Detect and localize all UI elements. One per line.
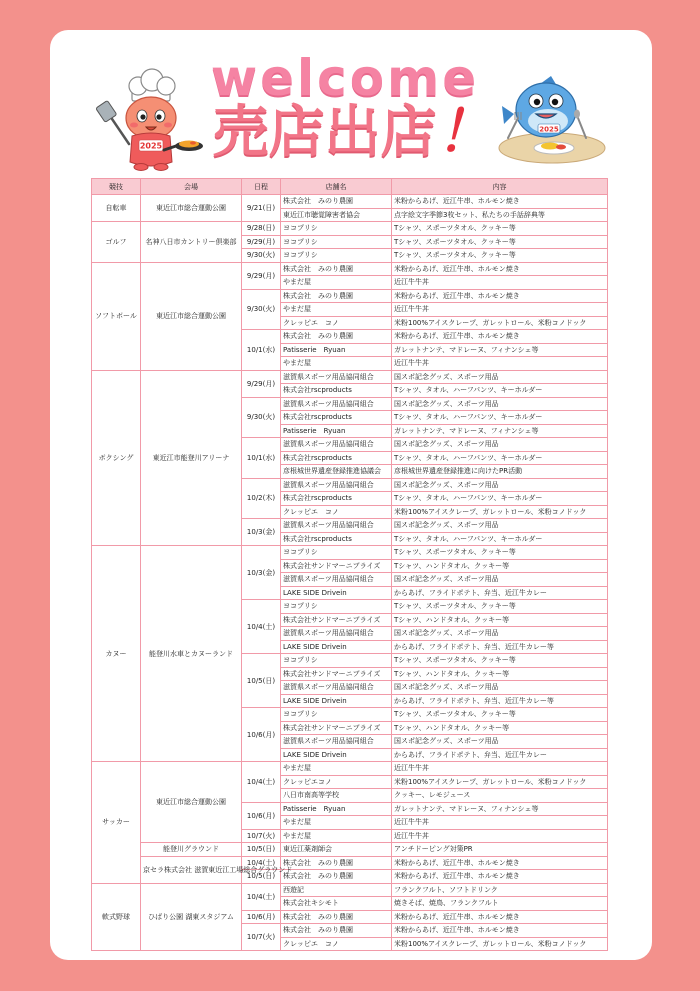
shop-name-cell: 株式会社rscproducts (281, 384, 392, 398)
shop-name-cell: Patisserie Ryuan (281, 343, 392, 357)
header-date: 日程 (242, 179, 281, 195)
shop-name-cell: 滋賀県スポーツ用品協同組合 (281, 370, 392, 384)
table-header-row (92, 179, 608, 195)
shop-name-cell: クレッピエ コノ (281, 505, 392, 519)
venue-cell: 東近江市能登川アリーナ (141, 370, 242, 546)
items-cell: クッキー、レモジュース (392, 789, 608, 803)
date-cell: 9/30(火) (242, 289, 281, 330)
shop-name-cell: クレッピエコノ (281, 775, 392, 789)
date-cell: 10/4(土) (242, 856, 281, 870)
date-cell: 9/29(月) (242, 235, 281, 249)
venue-cell: ひばり公園 湖東スタジアム (141, 883, 242, 951)
items-cell: Tシャツ、スポーツタオル、クッキー等 (392, 654, 608, 668)
welcome-heading: welcome (210, 49, 480, 107)
fish-mascot-image (494, 76, 606, 166)
items-cell: 米粉からあげ、近江牛串、ホルモン焼き (392, 195, 608, 209)
items-cell: Tシャツ、スポーツタオル、クッキー等 (392, 235, 608, 249)
items-cell: 米粉100%アイスクレープ、ガレットロール、米粉コノドック (392, 316, 608, 330)
items-cell: ガレットナンテ、マドレーヌ、フィナンシェ等 (392, 424, 608, 438)
sport-cell: 軟式野球 (92, 883, 141, 951)
date-cell: 10/5(日) (242, 870, 281, 884)
date-cell: 10/4(土) (242, 600, 281, 654)
items-cell: Tシャツ、タオル、ハーフパンツ、キーホルダー (392, 532, 608, 546)
date-cell: 10/2(木) (242, 478, 281, 519)
spatula (96, 100, 129, 144)
shop-name-cell: ヨコプリシ (281, 600, 392, 614)
shop-name-cell: 株式会社 みのり農園 (281, 856, 392, 870)
shop-name-cell: 彦根城世界遺産登録推進協議会 (281, 465, 392, 479)
shop-name-cell: 株式会社rscproducts (281, 492, 392, 506)
shop-name-cell: ヨコプリシ (281, 235, 392, 249)
items-cell: 近江牛牛丼 (392, 829, 608, 843)
date-cell: 9/29(月) (242, 262, 281, 289)
chef-hat (129, 69, 175, 101)
items-cell: 米粉からあげ、近江牛串、ホルモン焼き (392, 910, 608, 924)
sport-cell: サッカー (92, 762, 141, 884)
venue-cell: 能登川グラウンド (141, 843, 242, 857)
items-cell: Tシャツ、スポーツタオル、クッキー等 (392, 546, 608, 560)
table-row (92, 762, 608, 776)
shop-name-cell: 滋賀県スポーツ用品協同組合 (281, 438, 392, 452)
table-row (92, 195, 608, 209)
date-cell: 10/3(金) (242, 546, 281, 600)
date-cell: 9/21(日) (242, 195, 281, 222)
page-title-text: 売店出店 (212, 100, 437, 165)
date-cell: 10/4(土) (242, 883, 281, 910)
table-row (92, 883, 608, 897)
shop-name-cell: やまだ屋 (281, 357, 392, 371)
sport-cell: ボクシング (92, 370, 141, 546)
items-cell: からあげ、フライドポテト、弁当、近江牛カレー等 (392, 640, 608, 654)
items-cell: 国スポ記念グッズ、スポーツ用品 (392, 627, 608, 641)
shop-name-cell: 株式会社rscproducts (281, 451, 392, 465)
shop-name-cell: LAKE SIDE Drivein (281, 694, 392, 708)
shop-name-cell: 東近江市聴覚障害者協会 (281, 208, 392, 222)
items-cell: Tシャツ、ハンドタオル、クッキー等 (392, 667, 608, 681)
date-cell: 10/3(金) (242, 519, 281, 546)
items-cell: 米粉100%アイスクレープ、ガレットロール、米粉コノドック (392, 937, 608, 951)
shop-name-cell: Patisserie Ryuan (281, 802, 392, 816)
chef-mascot-badge: 2025 (139, 141, 163, 151)
shop-name-cell: LAKE SIDE Drivein (281, 586, 392, 600)
shop-name-cell: 株式会社キシモト (281, 897, 392, 911)
header-event: 競技 (92, 179, 141, 195)
shop-name-cell: ヨコプリシ (281, 708, 392, 722)
items-cell: 国スポ記念グッズ、スポーツ用品 (392, 370, 608, 384)
shop-name-cell: クレッピエ コノ (281, 937, 392, 951)
shop-name-cell: 滋賀県スポーツ用品協同組合 (281, 627, 392, 641)
items-cell: 国スポ記念グッズ、スポーツ用品 (392, 681, 608, 695)
table-row (92, 222, 608, 236)
shop-name-cell: 株式会社rscproducts (281, 532, 392, 546)
shop-name-cell: 株式会社 みのり農園 (281, 870, 392, 884)
table-row (92, 370, 608, 384)
shop-name-cell: Patisserie Ryuan (281, 424, 392, 438)
shop-name-cell: 株式会社 みのり農園 (281, 195, 392, 209)
shop-name-cell: 株式会社 みのり農園 (281, 289, 392, 303)
chef-mascot-image (96, 70, 208, 174)
shop-name-cell: 西遊記 (281, 883, 392, 897)
booth-schedule-table (91, 178, 608, 951)
shop-name-cell: 株式会社 みのり農園 (281, 910, 392, 924)
items-cell: 近江牛牛丼 (392, 816, 608, 830)
items-cell: ガレットナンテ、マドレーヌ、フィナンシェ等 (392, 802, 608, 816)
items-cell: 国スポ記念グッズ、スポーツ用品 (392, 573, 608, 587)
shop-name-cell: やまだ屋 (281, 276, 392, 290)
date-cell: 9/28(日) (242, 222, 281, 236)
shop-name-cell: 東近江薬剤師会 (281, 843, 392, 857)
exclamation-mark: ！ (436, 100, 493, 165)
items-cell: 国スポ記念グッズ、スポーツ用品 (392, 519, 608, 533)
items-cell: ガレットナンテ、マドレーヌ、フィナンシェ等 (392, 343, 608, 357)
shop-name-cell: LAKE SIDE Drivein (281, 748, 392, 762)
items-cell: 米粉100%アイスクレープ、ガレットロール、米粉コノドック (392, 775, 608, 789)
mascot-body (130, 133, 172, 171)
items-cell: からあげ、フライドポテト、弁当、近江牛カレー等 (392, 694, 608, 708)
items-cell: フランクフルト、ソフトドリンク (392, 883, 608, 897)
items-cell: 米粉からあげ、近江牛串、ホルモン焼き (392, 330, 608, 344)
shop-name-cell: 株式会社 みのり農園 (281, 924, 392, 938)
items-cell: 国スポ記念グッズ、スポーツ用品 (392, 735, 608, 749)
header-shop-name: 店舗名 (281, 179, 392, 195)
items-cell: Tシャツ、ハンドタオル、クッキー等 (392, 721, 608, 735)
items-cell: 米粉からあげ、近江牛串、ホルモン焼き (392, 262, 608, 276)
items-cell: 近江牛牛丼 (392, 276, 608, 290)
items-cell: 彦根城世界遺産登録推進に向けたPR活動 (392, 465, 608, 479)
shop-name-cell: 滋賀県スポーツ用品協同組合 (281, 519, 392, 533)
shop-name-cell: 滋賀県スポーツ用品協同組合 (281, 735, 392, 749)
shop-name-cell: やまだ屋 (281, 762, 392, 776)
date-cell: 10/7(火) (242, 924, 281, 951)
items-cell: 国スポ記念グッズ、スポーツ用品 (392, 478, 608, 492)
date-cell: 10/4(土) (242, 762, 281, 803)
header-venue: 会場 (141, 179, 242, 195)
items-cell: 米粉からあげ、近江牛串、ホルモン焼き (392, 870, 608, 884)
items-cell: Tシャツ、スポーツタオル、クッキー等 (392, 708, 608, 722)
venue-cell: 能登川水車とカヌーランド (141, 546, 242, 762)
shop-name-cell: 株式会社 みのり農園 (281, 330, 392, 344)
date-cell: 10/1(水) (242, 438, 281, 479)
food-plate (534, 142, 574, 154)
items-cell: 近江牛牛丼 (392, 357, 608, 371)
items-cell: 米粉からあげ、近江牛串、ホルモン焼き (392, 289, 608, 303)
shop-name-cell: ヨコプリシ (281, 222, 392, 236)
table-row (92, 856, 608, 870)
items-cell: Tシャツ、タオル、ハーフパンツ、キーホルダー (392, 411, 608, 425)
venue-cell: 名神八日市カントリー倶楽部 (141, 222, 242, 263)
items-cell: 米粉100%アイスクレープ、ガレットロール、米粉コノドック (392, 505, 608, 519)
items-cell: Tシャツ、スポーツタオル、クッキー等 (392, 222, 608, 236)
items-cell: からあげ、フライドポテト、弁当、近江牛カレー (392, 586, 608, 600)
page-title (205, 101, 500, 167)
items-cell: 点字絵文字季節3枚セット、私たちの手話辞典等 (392, 208, 608, 222)
shop-name-cell: 滋賀県スポーツ用品協同組合 (281, 573, 392, 587)
shop-name-cell: 八日市南高等学校 (281, 789, 392, 803)
venue-cell: 東近江市総合運動公園 (141, 762, 242, 843)
date-cell: 9/30(火) (242, 249, 281, 263)
sport-cell: 自転車 (92, 195, 141, 222)
fish-mascot-badge: 2025 (539, 125, 559, 134)
date-cell: 10/5(日) (242, 843, 281, 857)
shop-name-cell: 滋賀県スポーツ用品協同組合 (281, 478, 392, 492)
header-items: 内容 (392, 179, 608, 195)
items-cell: 米粉からあげ、近江牛串、ホルモン焼き (392, 924, 608, 938)
items-cell: Tシャツ、ハンドタオル、クッキー等 (392, 613, 608, 627)
shop-name-cell: 滋賀県スポーツ用品協同組合 (281, 397, 392, 411)
shop-name-cell: 株式会社 みのり農園 (281, 262, 392, 276)
items-cell: 国スポ記念グッズ、スポーツ用品 (392, 397, 608, 411)
date-cell: 10/5(日) (242, 654, 281, 708)
shop-name-cell: LAKE SIDE Drivein (281, 640, 392, 654)
items-cell: Tシャツ、タオル、ハーフパンツ、キーホルダー (392, 451, 608, 465)
shop-name-cell: やまだ屋 (281, 816, 392, 830)
items-cell: 近江牛牛丼 (392, 762, 608, 776)
venue-cell: 東近江市総合運動公園 (141, 262, 242, 370)
shop-name-cell: ヨコプリシ (281, 546, 392, 560)
items-cell: Tシャツ、タオル、ハーフパンツ、キーホルダー (392, 384, 608, 398)
shop-name-cell: ヨコプリシ (281, 249, 392, 263)
shop-name-cell: 株式会社rscproducts (281, 411, 392, 425)
shop-name-cell: クレッピエ コノ (281, 316, 392, 330)
table-row (92, 262, 608, 276)
shop-name-cell: 株式会社サンドマーニブライズ (281, 667, 392, 681)
venue-cell: 東近江市総合運動公園 (141, 195, 242, 222)
shop-name-cell: 株式会社サンドマーニブライズ (281, 559, 392, 573)
items-cell: 近江牛牛丼 (392, 303, 608, 317)
date-cell: 10/1(水) (242, 330, 281, 371)
date-cell: 10/7(火) (242, 829, 281, 843)
items-cell: 米粉からあげ、近江牛串、ホルモン焼き (392, 856, 608, 870)
sport-cell: ゴルフ (92, 222, 141, 263)
sport-cell: カヌー (92, 546, 141, 762)
schedule-table-body (92, 195, 608, 951)
items-cell: からあげ、フライドポテト、弁当、近江牛カレー (392, 748, 608, 762)
items-cell: Tシャツ、タオル、ハーフパンツ、キーホルダー (392, 492, 608, 506)
shop-name-cell: 株式会社サンドマーニブライズ (281, 721, 392, 735)
date-cell: 9/30(火) (242, 397, 281, 438)
shop-name-cell: やまだ屋 (281, 303, 392, 317)
date-cell: 9/29(月) (242, 370, 281, 397)
items-cell: 焼きそば、焼鳥、フランクフルト (392, 897, 608, 911)
date-cell: 10/6(月) (242, 910, 281, 924)
sport-cell: ソフトボール (92, 262, 141, 370)
table-row (92, 843, 608, 857)
shop-name-cell: 滋賀県スポーツ用品協同組合 (281, 681, 392, 695)
venue-cell: 京セラ株式会社 滋賀東近江工場総合グラウンド (141, 856, 242, 883)
shop-name-cell: 株式会社サンドマーニブライズ (281, 613, 392, 627)
items-cell: Tシャツ、スポーツタオル、クッキー等 (392, 249, 608, 263)
items-cell: 国スポ記念グッズ、スポーツ用品 (392, 438, 608, 452)
date-cell: 10/6(月) (242, 708, 281, 762)
shop-name-cell: ヨコプリシ (281, 654, 392, 668)
date-cell: 10/6(月) (242, 802, 281, 829)
items-cell: Tシャツ、スポーツタオル、クッキー等 (392, 600, 608, 614)
items-cell: アンチドーピング対策PR (392, 843, 608, 857)
table-row (92, 546, 608, 560)
shop-name-cell: やまだ屋 (281, 829, 392, 843)
items-cell: Tシャツ、ハンドタオル、クッキー等 (392, 559, 608, 573)
